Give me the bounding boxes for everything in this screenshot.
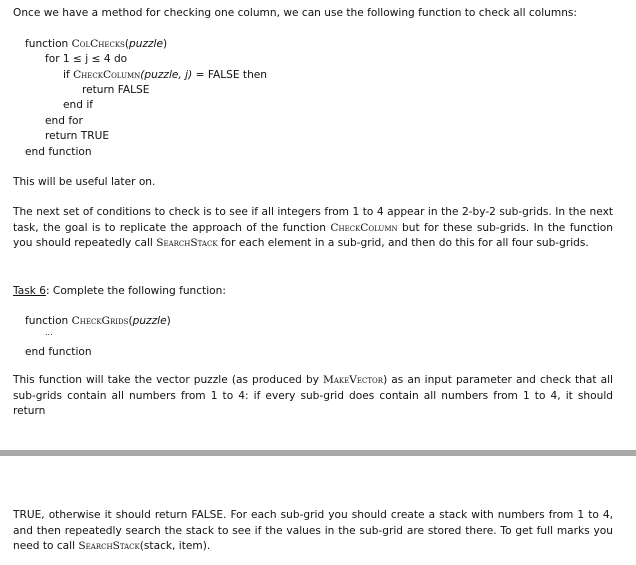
text: This function will take the vector puzzle (as produced by [13, 374, 324, 386]
text: TRUE, otherwise it should return FALSE. For each sub-grid you should create a stack with numbers from 1 to 4, and then repeatedly search the stack to see if the values in the sub-grid are stored there. To get full marks you need to call [13, 509, 613, 553]
condition: = FALSE then [192, 69, 268, 81]
text: (stack, item). [139, 540, 211, 553]
algo-line-3 [63, 68, 267, 82]
algo-line-5: end if [63, 99, 93, 111]
algo2-line-1 [25, 314, 171, 328]
algo2-ellipsis: ... [45, 328, 53, 337]
paren: ( [124, 38, 129, 50]
paren: ) [163, 38, 168, 50]
algo-line-8: end function [25, 146, 92, 158]
keyword: if [63, 69, 70, 81]
paren: ) [166, 315, 171, 327]
intro-text: Once we have a method for checking one column, we can use the following function to check all columns: [13, 7, 577, 19]
page-lower [0, 456, 636, 565]
function-name: CheckColumn [330, 221, 398, 234]
param: puzzle [132, 315, 167, 327]
keyword: function [25, 38, 69, 50]
text: ) as an input parameter and check that all sub-grids contain all numbers from 1 to 4: if every sub-grid does contain all numbers from 1 to 4, it should return [13, 374, 613, 418]
param: puzzle [129, 38, 164, 50]
paragraph-function-description [13, 373, 613, 420]
function-name: SearchStack [78, 540, 140, 553]
args: (puzzle, j) [140, 69, 193, 81]
paren: ( [128, 315, 133, 327]
function-name: ColChecks [71, 38, 125, 50]
algo-line-6: end for [45, 115, 83, 127]
task-text: : Complete the following function: [45, 285, 226, 297]
task-heading [13, 284, 226, 298]
text: The next set of conditions to check is to see if all integers from 1 to 4 appear in the 2-by-2 sub-grids. In the next task, the goal is to replicate the approach of the function [13, 206, 613, 234]
algo-line-1 [25, 37, 167, 51]
algo-line-2: for 1 ≤ j ≤ 4 do [45, 53, 128, 65]
function-name: CheckGrids [71, 315, 129, 327]
algo-line-7: return TRUE [45, 130, 110, 142]
function-name: MakeVector [323, 374, 384, 386]
keyword: function [25, 315, 69, 327]
algo2-line-3: end function [25, 346, 92, 358]
paragraph-subgrids [13, 205, 613, 252]
paragraph-continuation [13, 508, 613, 555]
function-name: CheckColumn [73, 69, 141, 81]
task-label: Task 6 [13, 285, 46, 297]
useful-text: This will be useful later on. [13, 176, 156, 188]
text: for each element in a sub-grid, and then do this for all four sub-grids. [217, 237, 589, 250]
function-name: SearchStack [156, 237, 218, 250]
text: but for these sub-grids. In the function you should repeatedly call [13, 221, 614, 250]
algo-line-4: return FALSE [82, 84, 150, 96]
